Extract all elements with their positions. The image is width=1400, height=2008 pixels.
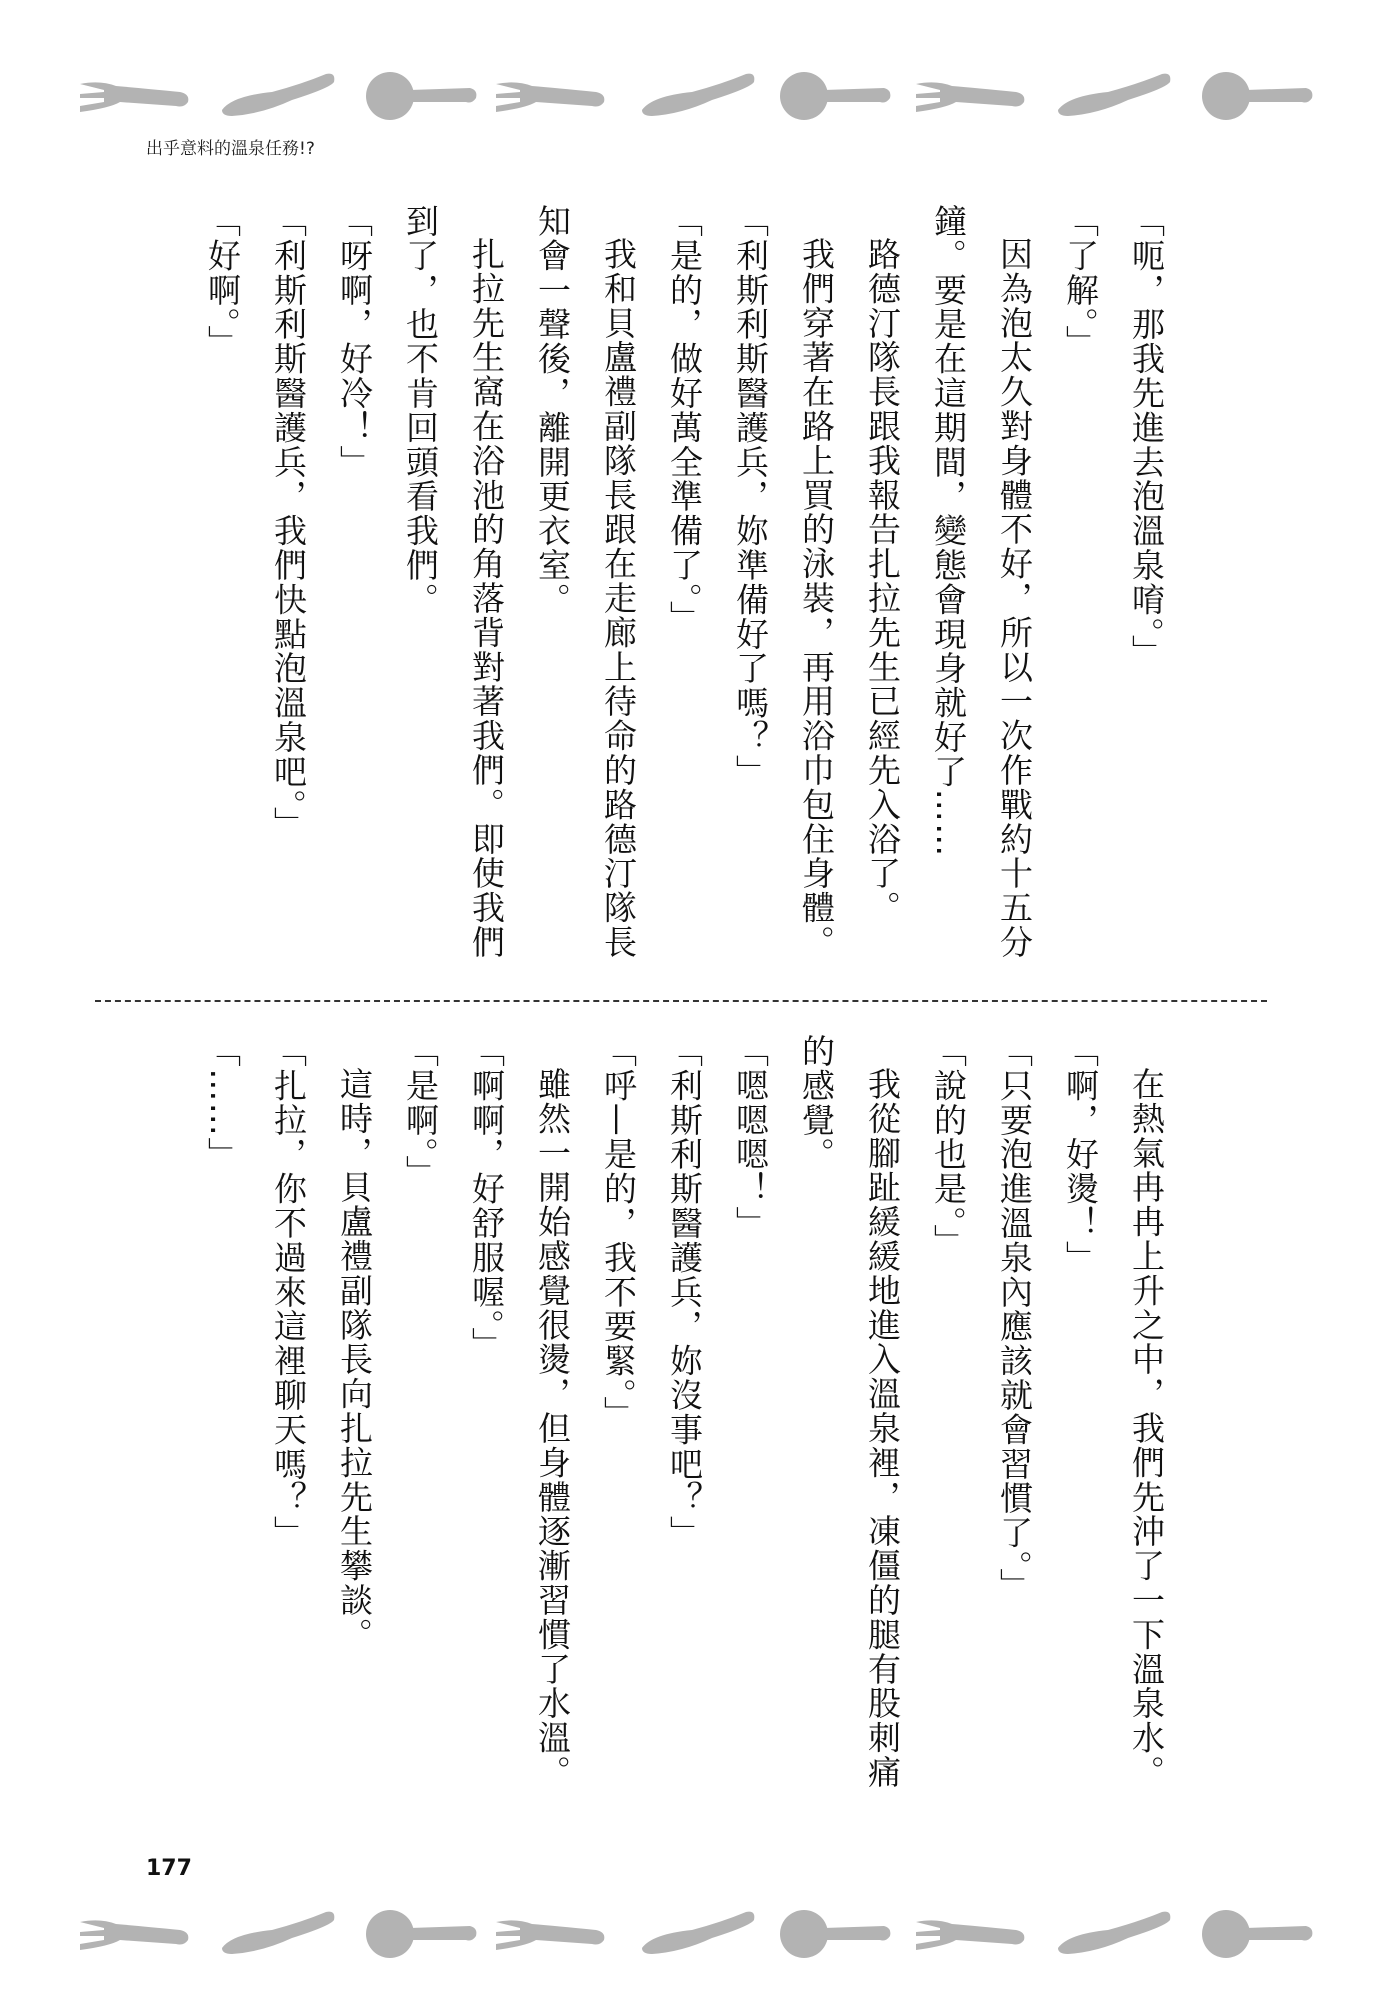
text-column: 我們穿著在路上買的泳裝，再用浴巾包住身體。 (797, 237, 836, 960)
text-column: 「嗯嗯嗯！」 (731, 1034, 770, 1241)
spoon-icon (366, 72, 476, 120)
knife-icon (1058, 74, 1170, 116)
spoon-icon (1202, 1910, 1312, 1958)
text-column: 「呼—是的，我不要緊。」 (599, 1034, 638, 1431)
knife-icon (222, 74, 334, 116)
text-column: 到了，也不肯回頭看我們。 (401, 204, 440, 617)
text-column: 這時，貝盧禮副隊長向扎拉先生攀談。 (335, 1067, 374, 1652)
knife-icon (222, 1912, 334, 1954)
text-column: 我從腳趾緩緩地進入溫泉裡，凍僵的腿有股刺痛 (863, 1067, 902, 1790)
text-block-top (189, 204, 1179, 984)
fork-icon (80, 82, 188, 112)
text-column: 「啊啊，好舒服喔。」 (467, 1034, 506, 1362)
spoon-icon (1202, 72, 1312, 120)
page-number: 177 (146, 1856, 192, 1881)
text-column: 「是的，做好萬全準備了。」 (665, 204, 704, 635)
text-column: 的感覺。 (797, 1034, 836, 1172)
spoon-icon (366, 1910, 476, 1958)
text-column: 在熱氣冉冉上升之中，我們先沖了一下溫泉水。 (1127, 1067, 1166, 1790)
text-column: 「利斯利斯醫護兵，妳準備好了嗎？」 (731, 204, 770, 789)
text-column: 我和貝盧禮副隊長跟在走廊上待命的路德汀隊長 (599, 237, 638, 960)
text-column: 扎拉先生窩在浴池的角落背對著我們。即使我們 (467, 237, 506, 960)
cutlery-border-top (0, 62, 1400, 132)
running-head: 出乎意料的溫泉任務!? (146, 139, 315, 159)
text-column: 「利斯利斯醫護兵，妳沒事吧？」 (665, 1034, 704, 1550)
knife-icon (642, 1912, 754, 1954)
fork-icon (496, 82, 604, 112)
knife-icon (1058, 1912, 1170, 1954)
cutlery-border-bottom (0, 1900, 1400, 1970)
text-column: 「啊，好燙！」 (1061, 1034, 1100, 1275)
text-column: 「說的也是。」 (929, 1034, 968, 1259)
text-block-bottom (189, 1034, 1179, 1814)
text-column: 「呃，那我先進去泡溫泉唷。」 (1127, 204, 1166, 670)
fork-icon (916, 82, 1024, 112)
text-column: 「是啊。」 (401, 1034, 440, 1190)
section-divider (95, 1000, 1267, 1002)
spoon-icon (780, 1910, 890, 1958)
text-column: 雖然一開始感覺很燙，但身體逐漸習慣了水溫。 (533, 1067, 572, 1790)
text-column: 「呀啊，好冷！」 (335, 204, 374, 480)
text-column: 「只要泡進溫泉內應該就會習慣了。」 (995, 1034, 1034, 1603)
fork-icon (496, 1920, 604, 1950)
text-column: 「了解。」 (1061, 204, 1100, 360)
text-column: 「扎拉，你不過來這裡聊天嗎？」 (269, 1034, 308, 1550)
spoon-icon (780, 72, 890, 120)
text-column: 知會一聲後，離開更衣室。 (533, 204, 572, 617)
text-column: 「利斯利斯醫護兵，我們快點泡溫泉吧。」 (269, 204, 308, 842)
fork-icon (916, 1920, 1024, 1950)
knife-icon (642, 74, 754, 116)
text-column: 路德汀隊長跟我報告扎拉先生已經先入浴了。 (863, 237, 902, 925)
text-column: 「……」 (203, 1034, 242, 1172)
text-column: 「好啊。」 (203, 204, 242, 360)
fork-icon (80, 1920, 188, 1950)
text-column: 因為泡太久對身體不好，所以一次作戰約十五分 (995, 237, 1034, 960)
text-column: 鐘。要是在這期間，變態會現身就好了…… (929, 204, 968, 858)
